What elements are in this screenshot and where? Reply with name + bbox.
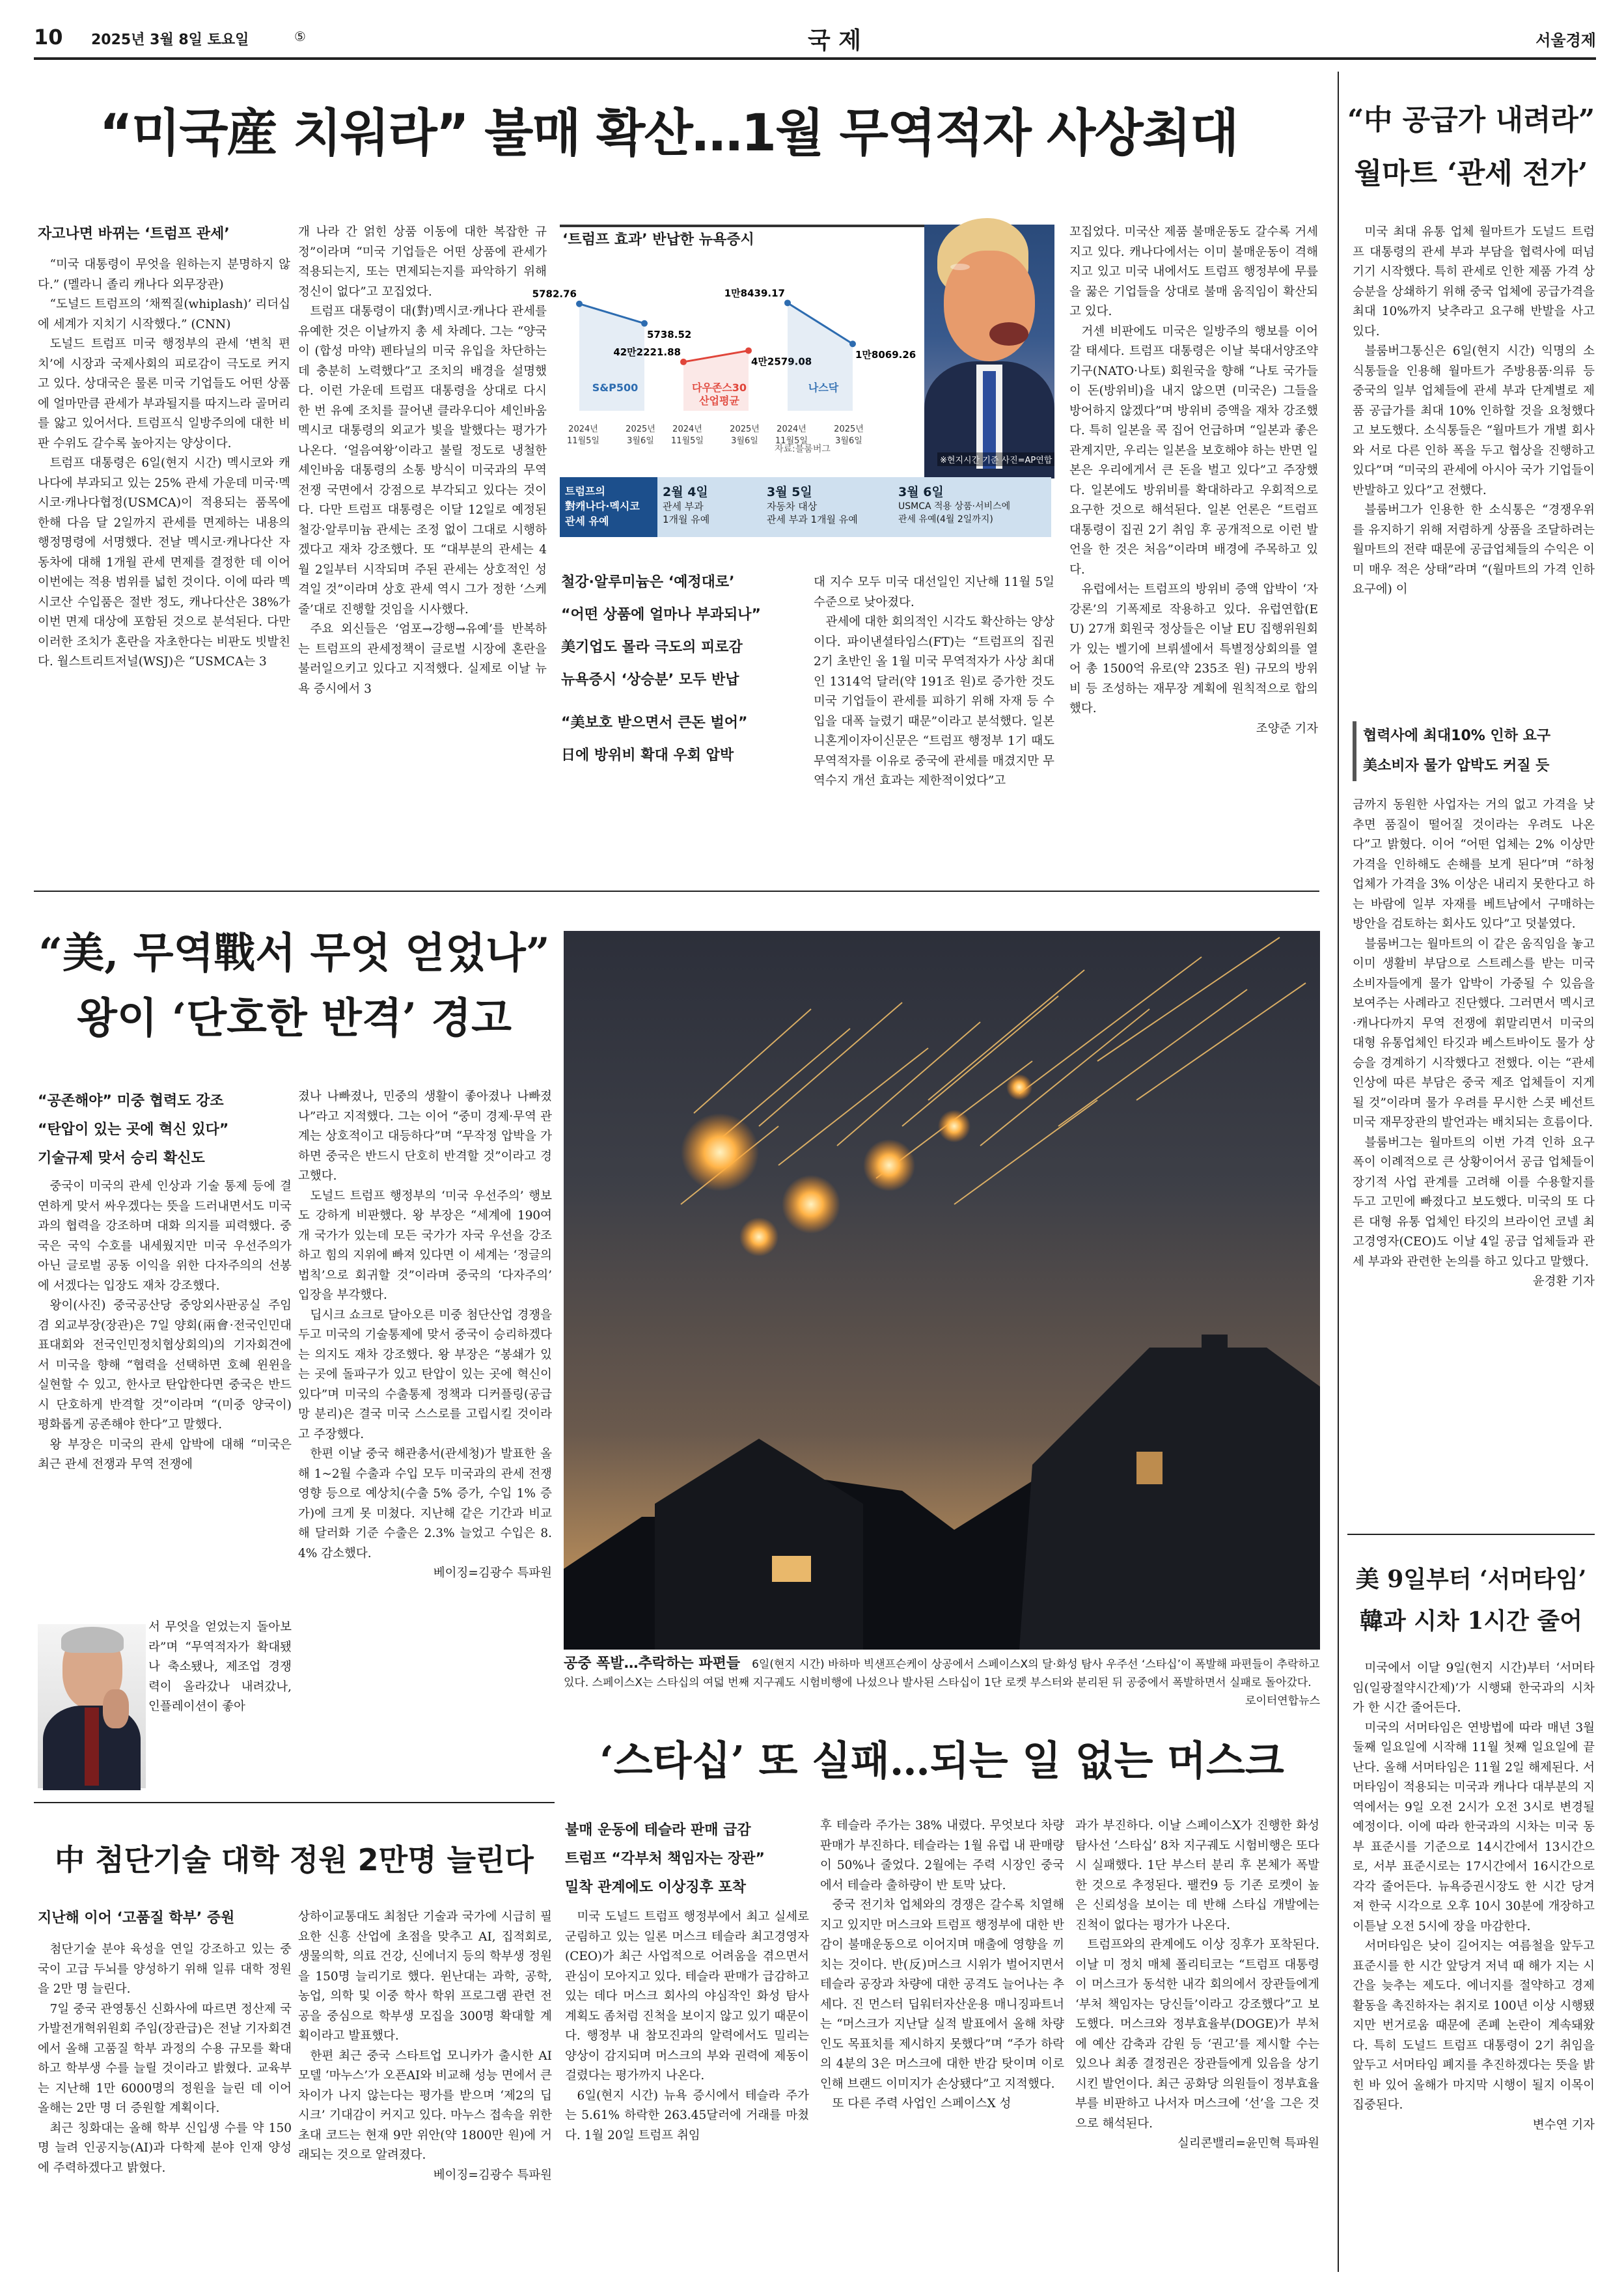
a2-col2: 졌나 나빠졌나, 민중의 생활이 좋아졌나 나빠졌나”라고 지적했다. 그는 이어 “중미 경제·무역 관계는 상호적이고 대등하다”며 “무작정 압박을 가하면 중국은 반드시 단호히 반격할 것”이라고 경고했다. 도널드 트럼프 행정부의 ‘미국 우선주의’ 행보도 강하게 비판했다. 왕 부장은 “세계에 190여 개 국가가 있는데 모든 국가가 자국 우선을 강조하고 힘의 지위에 빠져 있다면 이 세계는 ‘정글의 법칙’으로 회귀할 것”이라며 중국의 ‘다자주의’ 입장을 부각했다. 딥시크 쇼크로 달아오른 미중 첨단산업 경쟁을 두고 미국의 기술통제에 맞서 중국이 승리하겠다는 의지도 재차 강조했다. 왕 부장은 “봉쇄가 있는 곳에 돌파구가 있고 탄압이 있는 곳에 혁신이 있다”며 미국의 수출통제 정책과 디커플링(공급망 분리)은 결국 미국 스스로를 고립시킬 것이라고 주장했다. 한편 이날 중국 해관총서(관세청)가 발표한 올해 1~2월 수출과 수입 모두 미국과의 관세 전쟁 영향 등으로 예상치(수출 5% 증가, 수입 1% 증가)에 크게 못 미쳤다. 지난해 같은 기간과 비교해 달러화 기준 수출은 2.3% 늘었고 수입은 8.4% 감소했다. 베이징=김광수 특파원 [298, 1087, 552, 1777]
explosion-debris-graphic [564, 931, 1320, 1650]
a4-col2: 후 테슬라 주가는 38% 내렸다. 무엇보다 차량 판매가 부진하다. 테슬라는 1월 유럽 내 판매량이 50%나 줄었다. 2월에는 주력 시장인 중국에서 테슬라 출하량이 반 토막 났다. 중국 전기차 업체와의 경쟁은 갈수록 치열해지고 있지만 머스크와 트럼프 행정부에 대한 반감이 불매운동으로 이어지며 매출에 영향을 끼치는 것이다. 반(反)머스크 시위가 벌어지면서 테슬라 공장과 차량에 대한 공격도 늘어나는 추세다. 진 먼스터 딥워터자산운용 매니징파트너는 “머스크가 지난달 실적 발표에서 올해 차량 인도 목표치를 제시하지 못했다”며 “주가 하락의 4분의 3은 머스크에 대한 반감 탓이며 이로 인해 브랜드 이미지가 손상됐다”고 지적했다. 또 다른 주력 사업인 스페이스X 성 [820, 1819, 1064, 2110]
a1-byline: 조양준 기자 [1256, 721, 1318, 736]
a1-col4: 꼬집었다. 미국산 제품 불매운동도 갈수록 거세지고 있다. 캐나다에서는 이미 불매운동이 격해지고 있고 미국 내에서도 트럼프 행정부에 무릎을 꿇은 기업들을 상대로 불매 움직임이 확산되고 있다. 거센 비판에도 미국은 일방주의 행보를 이어갈 태세다. 트럼프 대통령은 이날 북대서양조약기구(NATO·나토) 회원국을 향해 “나토 국가들이 돈(방위비)을 내지 않으면 (미국은) 그들을 방어하지 않겠다”며 방위비 증액을 재차 강조했다. 특히 일본을 콕 집어 언급하며 “일본과 좋은 관계지만, 우리는 일본을 보호해야 하는 반면 일본은 우리에게서 큰 돈을 벌고 있다”고 주장했다. 일본에도 방위비를 확대하라고 우회적으로 요구한 것으로 해석된다. 일본 언론은 “트럼프 대통령이 집권 2기 취임 후 공개적으로 이런 발언을 한 것은 처음”이라며 배경에 주목하고 있다. 유럽에서는 트럼프의 방위비 증액 압박이 ‘자강론’의 기폭제로 작용하고 있다. 유럽연합(EU) 27개 회원국 정상들은 이날 EU 집행위원회가 있는 벨기에 브뤼셀에서 특별정상회의를 열어 총 1500억 유로(약 235조 원) 규모의 방위비 등 조성하는 재무장 계획에 원칙적으로 합의했다. 조양준 기자 [1069, 223, 1318, 867]
series-name: 산업평균 [699, 394, 739, 407]
caption-title: 공중 폭발…추락하는 파편들 [564, 1655, 741, 1672]
series-name: 다우존스30 [691, 381, 747, 394]
data-point [849, 340, 856, 347]
x-tick-label: 2024년 [672, 424, 702, 434]
stock-chart-panel [532, 225, 1053, 537]
headline-wangyi-1: “美, 무역戰서 무엇 얻었나” [38, 929, 550, 978]
headline-walmart-2: 월마트 ‘관세 전가’ [1354, 157, 1588, 190]
deck-line: 日에 방위비 확대 우회 압박 [561, 747, 734, 764]
headline-china-universities: 中 첨단기술 대학 정원 2만명 늘린다 [55, 1842, 534, 1877]
president-photo [924, 225, 1054, 472]
newspaper-name: 서울경제 [1535, 31, 1596, 49]
deck-line: 트럼프 “각부처 책임자는 장관” [565, 1851, 765, 1867]
timeline-event-2: 3월 5일 자동차 대상 관세 부과 1개월 유예 [767, 485, 858, 525]
headline-trade-deficit: “미국産 치워라” 불매 확산…1월 무역적자 사상최대 [99, 104, 1238, 163]
deck-line: 기술규제 맞서 승리 확신도 [38, 1150, 205, 1167]
a3-col2: 상하이교통대도 최첨단 기술과 국가에 시급히 필요한 신흥 산업에 초점을 맞추고 AI, 집적회로, 생물의학, 의료 건강, 신에너지 등의 학부생 정원을 150명 늘리기로 했다. 윈난대는 과학, 공학, 농업, 의학 및 이중 학사 학위 프로그램 관련 전공을 중심으로 학부생 모집을 300명 확대할 계획이라고 발표했다. 한편 최근 중국 스타트업 모니카가 출시한 AI 모델 ‘마누스’가 오픈AI와 비교해 성능 면에서 큰 차이가 나지 않는다는 평가를 받으며 ‘제2의 딥시크’ 기대감이 커지고 있다. 마누스 접속을 위한 초대 코드는 현재 9만 위안(약 1800만 원)에 거래되는 것으로 알려졌다. 베이징=김광수 특파원 [298, 1907, 552, 2265]
series-name: S&P500 [592, 381, 639, 394]
divider [34, 1802, 555, 1803]
series-area [788, 303, 853, 411]
a1-col1: “미국 대통령이 무엇을 원하는지 분명하지 않다.” (멜라니 졸리 캐나다 외무장관) “도널드 트럼프의 ‘채찍질(whiplash)’ 리더십에 세계가 지치기 시작했다.” (CNN) 도널드 트럼프 미국 행정부의 관세 ‘변칙 편치’에 시장과 국제사회의 피로감이 극도로 커지고 있다. 상대국은 물론 미국 기업들도 어떤 상품에 얼마만큼 관세가 부과될지를 따지느라 골머리를 앓고 있어서다. 트럼프식 일방주의에 대한 비판 수위도 갈수록 높아지는 양상이다. 트럼프 대통령은 6일(현지 시간) 멕시코와 캐나다에 부과되고 있는 25% 관세 가운데 미국·멕시코·캐나다협정(USMCA)이 적용되는 품목에 한해 다음 달 2일까지 관세를 면제하는 내용의 행정명령에 서명했다. 전날 멕시코·캐나다산 자동차에 대해 1개월 관세 면제를 결정한 데 이어 이번에는 적용 범위를 넓힌 것이다. 이에 따라 멕시코산 수입품은 절반 정도, 캐나다산은 38%가 이번 면제 대상에 포함된 것으로 분석된다. 다만 이러한 조치가 혼란을 자초한다는 비판도 빗발친다. 월스트리트저널(WSJ)은 “USMCA는 3 [38, 258, 290, 669]
a3-byline: 베이징=김광수 특파원 [433, 2168, 552, 2182]
subhead-tariffs: 자고나면 바뀌는 ‘트럼프 관세’ [38, 226, 230, 242]
chart-title: ‘트럼프 효과’ 반납한 뉴욕증시 [562, 232, 754, 248]
issue-date: 2025년 3월 8일 토요일 [91, 32, 249, 48]
x-tick-label: 11월5일 [567, 436, 599, 446]
photo-credit: ※현지시간 기준 사진=AP연합 [937, 452, 1054, 466]
deck-line: 불매 운동에 테슬라 판매 급감 [565, 1822, 751, 1838]
headline-wangyi-2: 왕이 ‘단호한 반격’ 경고 [77, 994, 512, 1043]
edition-number: ⑤ [294, 29, 306, 44]
data-point [641, 320, 648, 327]
photo-caption [564, 1655, 1320, 1713]
header-rule [34, 57, 1596, 60]
a2-col1: 중국이 미국의 관세 인상과 기술 통제 등에 결연하게 맞서 싸우겠다는 뜻을 드러내면서도 미국과의 협력을 강조하며 대화 의지를 피력했다. 중국은 국익 수호를 내세웠지만 미국 우선주의가 아닌 글로벌 공동 이익을 위한 다자주의의 선봉에 서겠다는 입장도 재차 강조했다. 왕이(사진) 중국공산당 중앙외사판공실 주임 겸 외교부장(장관)은 7일 양회(兩會·전국인민대표대회와 전국인민정치협상회의)의 기자회견에서 미국을 향해 “협력을 선택하면 호혜 윈윈을 실현할 수 있고, 한사코 탄압한다면 중국은 반드시 단호하게 반격할 것”이라며 “(미중 양국이) 평화롭게 공존해야 한다”고 말했다. 왕 부장은 미국의 관세 압박에 대해 “미국은 최근 관세 전쟁과 무역 전쟁에 [38, 1180, 292, 1471]
series-name: 나스닥 [808, 381, 839, 394]
a5-byline: 윤경환 기자 [1532, 1275, 1595, 1288]
timeline-label: 트럼프의 對캐나다·멕시코 관세 유예 [560, 477, 657, 537]
x-tick-label: 11월5일 [775, 436, 808, 446]
x-tick-label: 3월6일 [731, 436, 758, 446]
caption-credit: 로이터연합뉴스 [1245, 1695, 1320, 1708]
divider [1347, 1534, 1595, 1535]
deck-line: 철강·알루미늄은 ‘예정대로’ [561, 574, 735, 590]
data-label: 42만2221.88 [613, 346, 681, 358]
timeline-event-3: 3월 6일 USMCA 적용 상품·서비스에 관세 유예(4월 2일까지) [898, 485, 1011, 525]
x-tick-label: 2024년 [777, 424, 806, 434]
data-point [745, 348, 752, 354]
headline-starship-fail: ‘스타십’ 또 실패…되는 일 없는 머스크 [599, 1737, 1284, 1784]
deck-line: “어떤 상품에 얼마나 부과되나” [561, 607, 761, 623]
page-number: 10 [34, 25, 63, 49]
caption-text: 6일(현지 시간) 바하마 빅샌프슨케이 상공에서 스페이스X의 달·화성 탐사 우주선 ‘스타십’이 폭발해 파편들이 추락하고 있다. 스페이스X는 스타십의 여덟 번째 지구궤도 시험비행에 나섰으나 발사된 스타십이 1단 로켓 부스터와 분리된 뒤 공중에서 폭발하면서 실패로 돌아갔다. [564, 1658, 1320, 1689]
a1-decks [561, 566, 795, 772]
deck-line: 협력사에 최대10% 인하 요구 [1363, 728, 1551, 744]
x-tick-label: 3월6일 [835, 436, 862, 446]
a5-col-part1: 미국 최대 유통 업체 월마트가 도널드 트럼프 대통령의 관세 부과 부담을 협력사에 떠넘기기 시작했다. 특히 관세로 인한 제품 가격 상승분을 상쇄하기 위해 중국 업체에 공급가격을 최대 10%까지 낮추라고 요구해 반발을 사고 있다. 블룸버그통신은 6일(현지 시간) 익명의 소식통들을 인용해 월마트가 주방용품·의류 등 중국의 일부 업체들에 관세 부과 단계별로 제품 공급가를 최대 10% 인하할 것을 요청했다고 보도했다. 소식통들은 “월마트가 개별 회사와 서로 다른 인하 폭을 두고 협상을 진행하고 있다”며 “미국의 관세에 아시아 국가 기업들이 반발하고 있다”고 전했다. 블룸버그가 인용한 한 소식통은 “경쟁우위를 유지하기 위해 저렴하게 상품을 조달하려는 월마트의 전략 때문에 공급업체들의 수익은 이미 매우 적은 상태”라며 “(월마트의 가격 인하 요구에) 이 [1353, 225, 1595, 596]
deck-line: 뉴욕증시 ‘상승분’ 모두 반납 [561, 672, 739, 688]
a6-byline: 변수연 기자 [1532, 2118, 1595, 2132]
section-name: 국 제 [807, 27, 862, 54]
headline-summertime-2: 韓과 시차 1시간 줄어 [1359, 1607, 1583, 1635]
a4-col3: 과가 부진하다. 이날 스페이스X가 진행한 화성 탐사선 ‘스타십’ 8차 지구궤도 시험비행은 또다시 실패했다. 1단 부스터 분리 후 본체가 폭발한 것으로 추정된다. 팰컨9 등 기존 로켓이 높은 신뢰성을 보이는 데 반해 스타십 개발에는 진척이 없다는 평가가 나온다. 트럼프와의 관계에도 이상 징후가 포착된다. 이날 미 정치 매체 폴리티코는 “트럼프 대통령이 머스크가 동석한 내각 회의에서 장관들에게 ‘부처 책임자는 당신들’이라고 강조했다”고 보도했다. 머스크와 정부효율부(DOGE)가 부처에 예산 감축과 감원 등 ‘권고’를 제시할 수는 있으나 최종 결정권은 장관들에게 있음을 상기시킨 발언이다. 최근 공화당 의원들이 정부효율부를 비판하고 나서자 머스크에 ‘선’을 그은 것으로 해석된다. 실리콘밸리=윤민혁 특파원 [1075, 1816, 1319, 2265]
deck-line: 美기업도 몰라 극도의 피로감 [561, 639, 743, 656]
a5-col-part2: 금까지 동원한 사업자는 거의 없고 가격을 낮추면 품질이 떨어질 것이라는 우려도 나온다”고 밝혔다. 이어 “어떤 업체는 2% 이상만 가격을 인하해도 손해를 보게 된다”며 “하청 업체가 가격을 3% 이상은 내리지 못한다고 하는 바람에 일부 자재를 베트남에서 구매하는 방안을 검토하는 회사도 있다”고 덧붙였다. 블룸버그는 월마트의 이 같은 움직임을 놓고 이미 생활비 부담으로 스트레스를 받는 미국 소비자들에게 물가 압박이 가중될 수 있음을 보여주는 사례라고 진단했다. 그러면서 멕시코·캐나다까지 무역 전쟁에 휘말리면서 미국의 대형 유통업체인 타깃과 베스트바이도 물가 상승을 경계하기 시작했다고 전했다. 이는 “관세 인상에 따른 부담은 중국 제조 업체들이 지게 될 것”이라며 물가 우려를 무시한 스콧 베선트 미국 재무장관의 발언과는 배치되는 흐름이다. 블룸버그는 월마트의 이번 가격 인하 요구 폭이 이례적으로 큰 상황이어서 공급 업체들이 장기적 사업 관계를 고려해 이를 수용할지를 두고 고민에 빠졌다고 보도했다. 미국의 또 다른 대형 유통 업체인 타깃의 브라이언 코넬 최고경영자(CEO)도 이날 4일 공급 업체들과 관세 부과와 관련한 논의를 하고 있다고 말했다. 윤경환 기자 [1353, 796, 1595, 1492]
a4-decks [565, 1816, 825, 1902]
deck-line: “美보호 받으면서 큰돈 벌어” [561, 715, 748, 731]
data-point [784, 299, 791, 306]
data-label: 5782.76 [532, 288, 577, 300]
x-tick-label: 2025년 [834, 424, 864, 434]
a3-col1: 첨단기술 분야 육성을 연일 강조하고 있는 중국이 고급 두뇌를 양성하기 위해 일류 대학 정원을 2만 명 늘린다. 7일 중국 관영통신 신화사에 따르면 정산제 국가발전개혁위원회 주임(장관급)은 전날 기자회견에서 올해 고품질 학부 과정의 수용 규모를 확대하고 학부생 수를 늘릴 것이라고 밝혔다. 교육부는 지난해 1만 6000명의 정원을 늘린 데 이어 올해는 2만 명 더 증원할 계획이다. 최근 칭화대는 올해 학부 신입생 수를 약 150명 늘려 인공지능(AI)과 다학제 분야 인재 양성에 주력하겠다고 밝혔다. [38, 1943, 292, 2175]
a1-col3: 대 지수 모두 미국 대선일인 지난해 11월 5일 수준으로 낮아졌다. 관세에 대한 회의적인 시각도 확산하는 양상이다. 파이낸셜타임스(FT)는 “트럼프의 집권 2기 초반인 올 1월 미국 무역적자가 사상 최대인 1314억 달러(약 191조 원)로 증가한 것도 미국 기업들이 관세를 피하기 위해 자재 등 수입을 대폭 늘렸기 때문”이라고 분석했다. 일본 니혼게이자이신문은 “트럼프 행정부 1기 때도 무역적자를 이유로 중국에 관세를 매겼지만 무역수지 개선 효과는 제한적이었다”고 [814, 575, 1054, 788]
a2-byline: 베이징=김광수 특파원 [433, 1566, 552, 1580]
headline-summertime-1: 美 9일부터 ‘서머타임’ [1355, 1566, 1587, 1593]
timeline-event-1: 2월 4일 관세 부과 1개월 유예 [663, 485, 710, 525]
a1-col2: 개 나라 간 얽힌 상품 이동에 대한 복잡한 규정”이라며 “미국 기업들은 어떤 상품에 관세가 적용되는지, 또는 면제되는지를 파악하기 위해 정신이 없다”고 꼬집었다. 트럼프 대통령이 대(對)멕시코·캐나다 관세를 유예한 것은 이날까지 총 세 차례다. 그는 “양국이 (합성 마약) 펜타닐의 미국 유입을 차단하는 데 충분히 노력했다”고 조치의 배경을 설명했다. 이런 가운데 트럼프 대통령을 상대로 다시 한 번 유예 조치를 끌어낸 클라우디아 셰인바움 멕시코 대통령의 외교가 빛을 발했다는 평가가 나온다. ‘얼음여왕’이라고 불릴 정도로 냉철한 셰인바움 대통령의 소통 방식이 미국과의 무역 전쟁 국면에서 강점으로 부각되고 있다는 것이다. 다만 트럼프 대통령은 이달 12일로 예정된 철강·알루미늄 관세는 조정 없이 그대로 시행하겠다고 재차 강조했다. 또 “대부분의 관세는 4월 2일부터 시작되며 주된 관세는 상호적인 성격일 것”이라며 상호 관세 역시 그가 정한 ‘스케줄’대로 진행할 것임을 시사했다. 주요 외신들은 ‘엄포→강행→유예’를 반복하는 트럼프의 관세정책이 글로벌 시장에 혼란을 불러일으키고 있다고 지적했다. 실제로 이날 뉴욕 증시에서 3 [298, 225, 547, 696]
column-divider [1338, 72, 1339, 2272]
deck-line: 밀착 관계에도 이상징후 포착 [565, 1879, 747, 1896]
starship-explosion-photo [564, 931, 1320, 1650]
a5-decks [1353, 721, 1595, 781]
x-tick-label: 11월5일 [671, 436, 704, 446]
data-point [680, 359, 687, 365]
headline-walmart-1: “中 공급가 내려라” [1347, 104, 1595, 137]
data-point [576, 301, 583, 307]
subhead-universities: 지난해 이어 ‘고품질 학부’ 증원 [38, 1910, 235, 1926]
a2-col1-wrap: 서 무엇을 얻었는지 돌아보라”며 “무역적자가 확대됐나 축소됐나, 제조업 경쟁력이 올라갔나 내려갔나, 인플레이션이 좋아 [148, 1620, 292, 1713]
a4-col1: 미국 도널드 트럼프 행정부에서 최고 실세로 군림하고 있는 일론 머스크 테슬라 최고경영자(CEO)가 최근 사업적으로 어려움을 겪으면서 관심이 모아지고 있다. 테슬라 판매가 급감하고 있는 데다 머스크 회사의 야심작인 화성 탐사 계획도 좀처럼 진척을 보이지 않고 있기 때문이다. 행정부 내 참모진과의 알력에서도 밀리는 양상이 감지되며 머스크의 부와 권력에 제동이 걸렸다는 평가까지 나온다. 6일(현지 시간) 뉴욕 증시에서 테슬라 주가는 5.61% 하락한 263.45달러에 거래를 마쳤다. 1월 20일 트럼프 취임 [565, 1910, 809, 2142]
divider [34, 891, 1319, 892]
x-tick-label: 3월6일 [627, 436, 654, 446]
wangyi-photo [38, 1624, 146, 1788]
tariff-timeline [560, 477, 1051, 537]
page-header [34, 21, 1596, 55]
data-label: 1만8439.17 [724, 287, 785, 299]
data-label: 4만2579.08 [751, 355, 812, 368]
a6-col: 미국에서 이달 9일(현지 시간)부터 ‘서머타임(일광절약시간제)’가 시행돼 한국과의 시차가 한 시간 줄어든다. 미국의 서머타임은 연방법에 따라 매년 3월 둘째 일요일에 시작해 11월 첫째 일요일에 끝난다. 올해 서머타임은 11월 2일 해제된다. 서머타임이 적용되는 미국과 캐나다 대부분의 지역에서는 9일 오전 2시가 오전 3시로 변경될 예정이다. 이에 따라 한국과의 시차는 미국 동부 표준시를 기준으로 14시간에서 13시간으로, 서부 표준시로는 17시간에서 16시간으로 각각 줄어든다. 뉴욕증권시장도 한 시간 당겨져 한국 시각으로 오후 10시 30분에 개장하고 이튿날 오전 5시에 장을 마감한다. 서머타임은 낮이 길어지는 여름철을 앞두고 표준시를 한 시간 앞당겨 저녁 때 해가 지는 시간을 늦추는 제도다. 에너지를 절약하고 경제활동을 촉진하자는 취지로 100년 이상 시행됐지만 번거로움 때문에 존폐 논란이 계속돼왔다. 특히 도널드 트럼프 대통령이 2기 취임을 앞두고 서머타임 폐지를 추진하겠다는 뜻을 밝힌 바 있어 올해가 마지막 시행이 될지 이목이 집중된다. 변수연 기자 [1353, 1659, 1595, 2267]
deck-line: “탄압이 있는 곳에 혁신 있다” [38, 1122, 229, 1138]
chart-source: 자료:블룸버그 [775, 444, 831, 454]
x-tick-label: 2024년 [568, 424, 598, 434]
x-tick-label: 2025년 [626, 424, 655, 434]
a2-decks [38, 1087, 285, 1173]
data-label: 1만8069.26 [855, 349, 916, 361]
a4-byline: 실리콘밸리=윤민혁 특파원 [1177, 2137, 1319, 2150]
data-label: 5738.52 [647, 328, 692, 340]
deck-line: “공존해야” 미중 협력도 강조 [38, 1093, 224, 1109]
deck-line: 美소비자 물가 압박도 커질 듯 [1363, 758, 1550, 774]
x-tick-label: 2025년 [730, 424, 760, 434]
